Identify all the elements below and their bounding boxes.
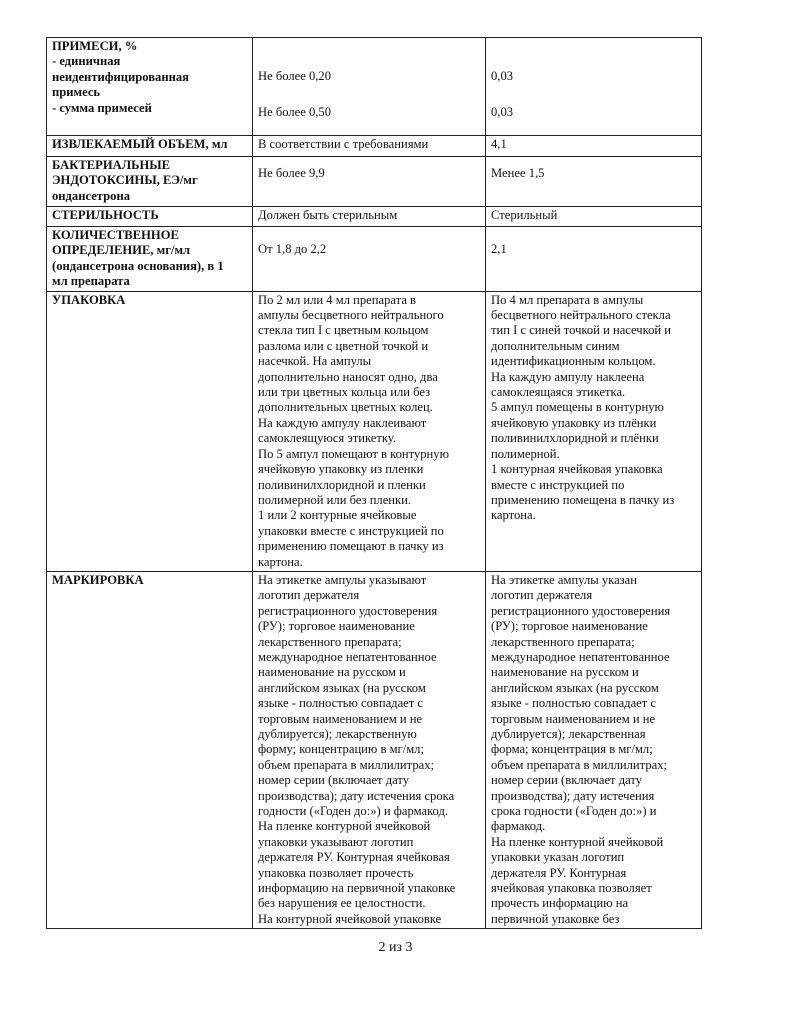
specification-value-line: Не более 9,9 bbox=[258, 166, 325, 180]
parameter-name-cell bbox=[47, 38, 253, 136]
result-value-line: (РУ); торговое наименование bbox=[491, 619, 648, 634]
result-value-line: 0,03 bbox=[491, 105, 514, 120]
table-row bbox=[47, 136, 702, 157]
result-value-cell bbox=[486, 227, 702, 292]
specification-value-line: дополнительно наносят одно, два bbox=[258, 369, 438, 384]
specification-value-line: упаковки указывают логотип bbox=[258, 834, 414, 849]
specification-value-line: применению помещают в пачку из bbox=[258, 539, 444, 554]
result-value-line: 5 ампул помещены в контурную bbox=[491, 400, 664, 415]
specification-value-line: регистрационного удостоверения bbox=[258, 603, 438, 618]
specification-value-line: форму; концентрацию в мг/мл; bbox=[258, 742, 424, 757]
parameter-name-line: МАРКИРОВКА bbox=[52, 572, 144, 587]
parameter-name-line: ПРИМЕСИ, % bbox=[52, 39, 138, 53]
specification-value-line: ячейковую упаковку из пленки bbox=[258, 462, 424, 477]
table-row bbox=[47, 157, 702, 207]
parameter-name-cell bbox=[47, 227, 253, 292]
specification-value-line: насечкой. На ампулы bbox=[258, 354, 372, 369]
result-value-line: упаковки указан логотип bbox=[491, 850, 625, 865]
specification-value-line: логотип держателя bbox=[258, 588, 360, 603]
specification-value-line: языке - полностью совпадает с bbox=[258, 696, 424, 711]
page-number: 2 из 3 bbox=[378, 940, 413, 955]
result-value-line: 1 контурная ячейковая упаковка bbox=[491, 462, 663, 477]
result-value-line: идентификационным кольцом. bbox=[491, 354, 656, 369]
result-value-line: регистрационного удостоверения bbox=[491, 603, 671, 618]
parameter-name-line: БАКТЕРИАЛЬНЫЕ bbox=[52, 158, 171, 172]
parameter-name-cell bbox=[47, 571, 253, 928]
specification-value-line: годности («Годен до:») и фармакод. bbox=[258, 804, 449, 819]
result-value-line: объем препарата в миллилитрах; bbox=[491, 757, 667, 772]
specification-value-cell bbox=[253, 157, 486, 207]
specification-value-line: От 1,8 до 2,2 bbox=[258, 242, 327, 256]
spacer bbox=[258, 39, 480, 69]
spacer bbox=[258, 228, 480, 242]
specification-value-line: По 5 ампул помещают в контурную bbox=[258, 446, 449, 461]
specification-value-line: дублируется); лекарственную bbox=[258, 727, 417, 741]
parameter-name-line: СТЕРИЛЬНОСТЬ bbox=[52, 208, 159, 222]
result-value-line: ячейковая упаковка позволяет bbox=[491, 881, 652, 896]
result-value-line: производства); дату истечения bbox=[491, 788, 655, 803]
specification-value-line: Не более 0,50 bbox=[258, 105, 332, 120]
specification-value-line: картона. bbox=[258, 554, 303, 569]
specification-value-line: Не более 0,20 bbox=[258, 69, 332, 83]
result-value-cell bbox=[486, 571, 702, 928]
result-value-line: На пленке контурной ячейковой bbox=[491, 834, 664, 849]
specification-value-line: без нарушения ее целостности. bbox=[258, 896, 426, 911]
parameter-name-line: мл препарата bbox=[52, 274, 130, 289]
specification-value-cell bbox=[253, 227, 486, 292]
result-value-line: форма; концентрация в мг/мл; bbox=[491, 742, 653, 757]
specification-value-line: дополнительных цветных колец. bbox=[258, 400, 433, 415]
specification-value-line: В соответствии с требованиями bbox=[258, 137, 429, 151]
specification-value-line: или три цветных кольца или без bbox=[258, 385, 431, 400]
result-value-line: держателя РУ. Контурная bbox=[491, 865, 627, 880]
result-value-line: картона. bbox=[491, 508, 536, 523]
specification-value-line: информацию на первичной упаковке bbox=[258, 881, 456, 896]
table-row bbox=[47, 291, 702, 571]
result-value-line: применению помещена в пачку из bbox=[491, 492, 675, 507]
parameter-name-cell bbox=[47, 207, 253, 227]
result-value-line: срока годности («Годен до:») и bbox=[491, 804, 657, 819]
parameter-name-cell bbox=[47, 136, 253, 157]
specification-value-line: стекла тип I с цветным кольцом bbox=[258, 323, 429, 338]
specification-value-line: По 2 мл или 4 мл препарата в bbox=[258, 292, 417, 307]
parameter-name-line: неидентифицированная bbox=[52, 69, 189, 84]
result-value-line: полимерной. bbox=[491, 446, 560, 461]
result-value-line: Менее 1,5 bbox=[491, 166, 545, 180]
table-row bbox=[47, 38, 702, 136]
result-value-cell bbox=[486, 157, 702, 207]
result-value-line: поливинилхлоридной и плёнки bbox=[491, 431, 659, 446]
result-value-line: прочесть информацию на bbox=[491, 896, 629, 911]
result-value-line: На этикетке ампулы указан bbox=[491, 572, 637, 587]
result-value-line: тип I с синей точкой и насечкой и bbox=[491, 323, 672, 338]
result-value-line: логотип держателя bbox=[491, 588, 593, 603]
parameter-name-line: (ондансетрона основания), в 1 bbox=[52, 258, 224, 273]
specification-value-line: торговым наименованием и не bbox=[258, 711, 423, 726]
result-value-line: 4,1 bbox=[491, 137, 507, 151]
specification-value-line: производства); дату истечения срока bbox=[258, 788, 455, 803]
specification-value-cell bbox=[253, 571, 486, 928]
specification-value-line: полимерной или без пленки. bbox=[258, 492, 412, 507]
parameter-name-line: УПАКОВКА bbox=[52, 292, 126, 307]
result-value-cell bbox=[486, 136, 702, 157]
spacer bbox=[491, 158, 696, 166]
specification-value-cell bbox=[253, 207, 486, 227]
specification-value-line: лекарственного препарата; bbox=[258, 634, 402, 649]
specification-value-line: наименование на русском и bbox=[258, 665, 406, 680]
result-value-line: 0,03 bbox=[491, 69, 514, 83]
specification-value-cell bbox=[253, 136, 486, 157]
result-value-line: международное непатентованное bbox=[491, 649, 670, 664]
result-value-line: дополнительным синим bbox=[491, 338, 620, 353]
parameter-name-line: - единичная bbox=[52, 54, 121, 69]
result-value-line: торговым наименованием и не bbox=[491, 711, 656, 726]
result-value-line: номер серии (включает дату bbox=[491, 773, 643, 788]
specification-value-line: На этикетке ампулы указывают bbox=[258, 572, 427, 587]
specification-value-line: держателя РУ. Контурная ячейковая bbox=[258, 850, 450, 865]
specification-value-cell bbox=[253, 291, 486, 571]
spacer bbox=[258, 84, 480, 105]
specification-value-cell bbox=[253, 38, 486, 136]
specification-value-line: На пленке контурной ячейковой bbox=[258, 819, 431, 834]
result-value-line: 2,1 bbox=[491, 242, 507, 256]
result-value-cell bbox=[486, 207, 702, 227]
parameter-name-cell bbox=[47, 157, 253, 207]
result-value-line: самоклеящаяся этикетка. bbox=[491, 385, 626, 400]
specification-value-line: На каждую ампулу наклеивают bbox=[258, 415, 427, 430]
result-value-line: первичной упаковке без bbox=[491, 911, 620, 926]
specification-value-line: 1 или 2 контурные ячейковые bbox=[258, 508, 417, 523]
specification-value-line: упаковка позволяет прочесть bbox=[258, 865, 414, 880]
parameter-name-line: ОПРЕДЕЛЕНИЕ, мг/мл bbox=[52, 243, 191, 258]
specification-value-line: (РУ); торговое наименование bbox=[258, 619, 415, 634]
parameter-name-line: примесь bbox=[52, 85, 101, 100]
result-value-line: ячейковую упаковку из плёнки bbox=[491, 415, 657, 430]
specification-value-line: разлома или с цветной точкой и bbox=[258, 338, 429, 353]
result-value-line: бесцветного нейтрального стекла bbox=[491, 308, 671, 323]
result-value-line: наименование на русском и bbox=[491, 665, 639, 680]
spacer bbox=[491, 228, 696, 242]
specification-table bbox=[46, 37, 702, 929]
specification-value-line: Должен быть стерильным bbox=[258, 208, 398, 222]
result-value-line: лекарственного препарата; bbox=[491, 634, 635, 649]
result-value-line: языке - полностью совпадает с bbox=[491, 696, 657, 711]
parameter-name-line: ондансетрона bbox=[52, 188, 131, 203]
spacer bbox=[258, 158, 480, 166]
result-value-line: На каждую ампулу наклеена bbox=[491, 369, 645, 384]
specification-value-line: поливинилхлоридной и пленки bbox=[258, 477, 426, 492]
parameter-name-cell bbox=[47, 291, 253, 571]
specification-value-line: упаковки вместе с инструкцией по bbox=[258, 523, 444, 538]
result-value-line: Стерильный bbox=[491, 208, 558, 222]
parameter-name-line: - сумма примесей bbox=[52, 100, 152, 115]
specification-value-line: ампулы бесцветного нейтрального bbox=[258, 308, 444, 323]
table-row bbox=[47, 207, 702, 227]
specification-value-line: объем препарата в миллилитрах; bbox=[258, 757, 434, 772]
result-value-cell bbox=[486, 38, 702, 136]
table-row bbox=[47, 227, 702, 292]
document-page bbox=[46, 37, 698, 929]
table-row bbox=[47, 571, 702, 928]
result-value-line: английском языках (на русском bbox=[491, 680, 659, 695]
parameter-name-line: КОЛИЧЕСТВЕННОЕ bbox=[52, 228, 179, 242]
specification-value-line: английском языках (на русском bbox=[258, 680, 426, 695]
specification-value-line: международное непатентованное bbox=[258, 649, 437, 664]
specification-value-line: На контурной ячейковой упаковке bbox=[258, 911, 442, 926]
parameter-name-line: ИЗВЛЕКАЕМЫЙ ОБЪЕМ, мл bbox=[52, 137, 228, 151]
result-value-cell bbox=[486, 291, 702, 571]
result-value-line: фармакод. bbox=[491, 819, 546, 834]
spacer bbox=[491, 39, 696, 69]
specification-table-body bbox=[47, 38, 702, 929]
result-value-line: дублируется); лекарственная bbox=[491, 727, 646, 741]
specification-value-line: номер серии (включает дату bbox=[258, 773, 410, 788]
result-value-line: вместе с инструкцией по bbox=[491, 477, 625, 492]
specification-value-line: самоклеящуюся этикетку. bbox=[258, 431, 396, 446]
spacer bbox=[491, 84, 696, 105]
parameter-name-line: ЭНДОТОКСИНЫ, ЕЭ/мг bbox=[52, 173, 198, 188]
result-value-line: По 4 мл препарата в ампулы bbox=[491, 292, 644, 307]
